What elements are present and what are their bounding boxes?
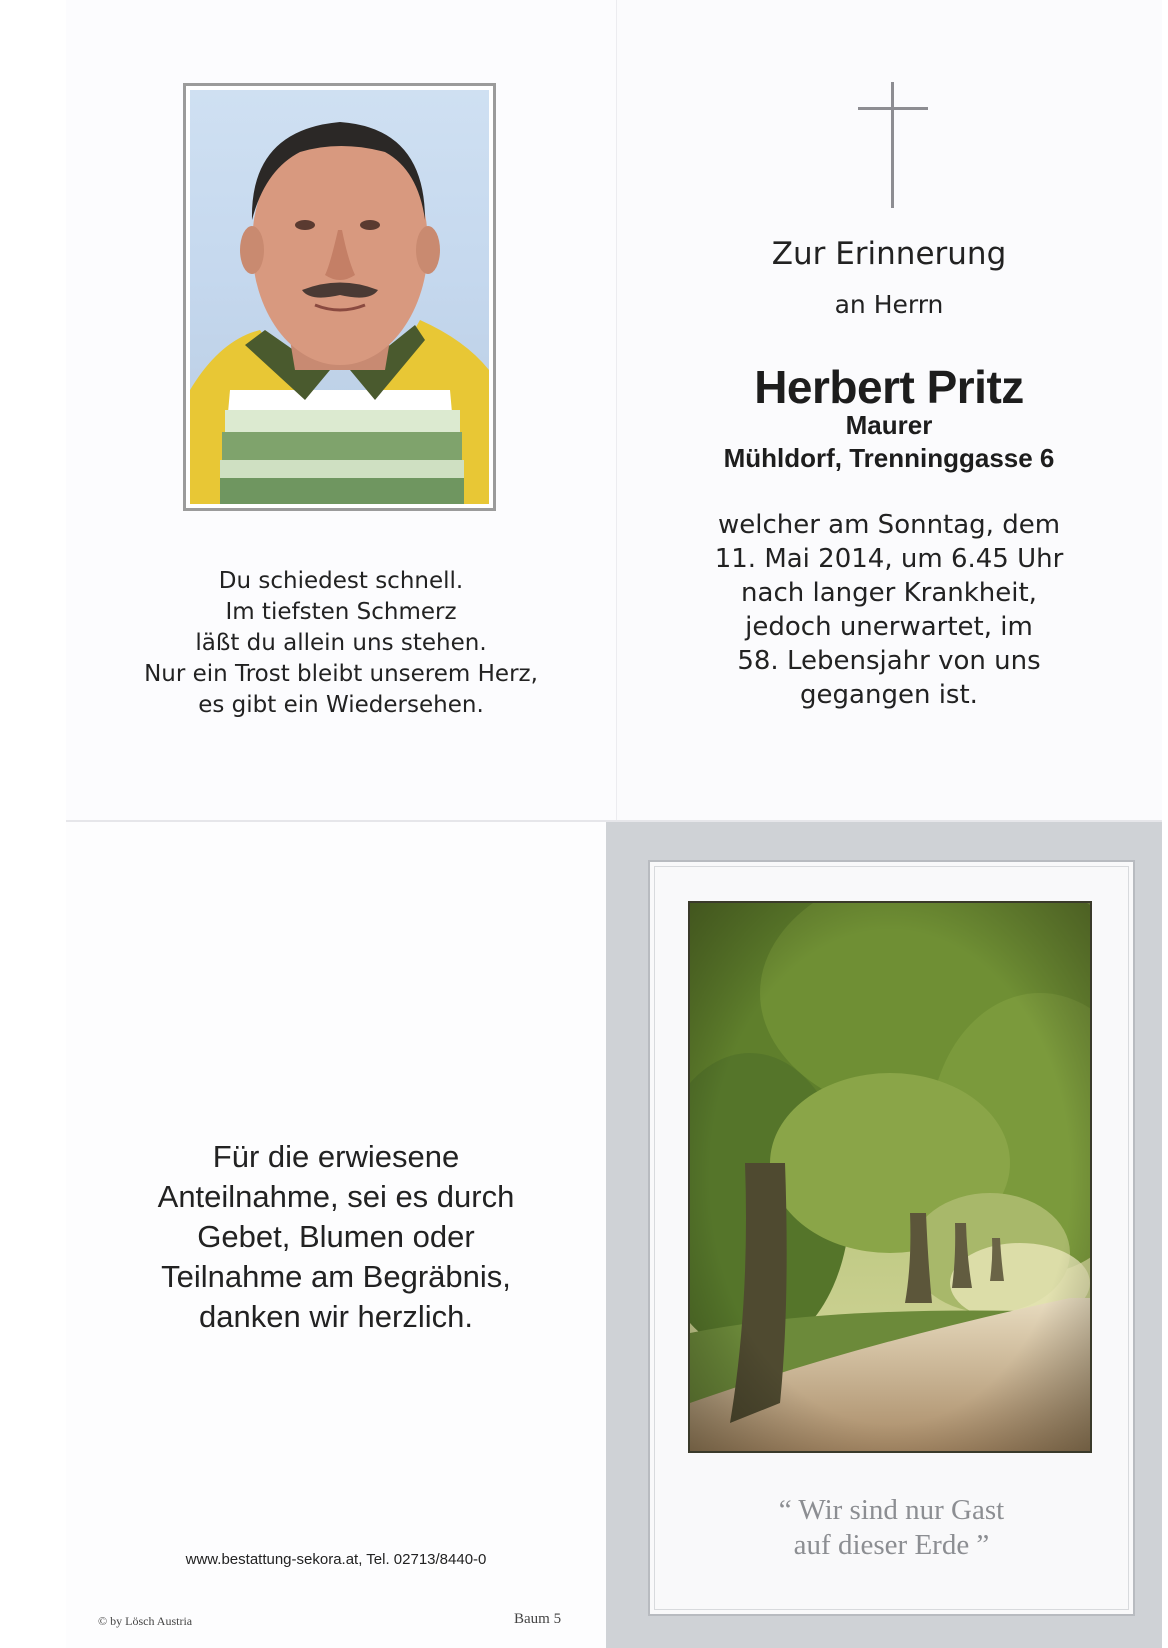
poem-line: es gibt ein Wiedersehen. (198, 692, 484, 718)
portrait-photo (190, 90, 489, 504)
death-notice-line: 11. Mai 2014, um 6.45 Uhr (714, 544, 1064, 574)
poem-line: läßt du allein uns stehen. (195, 630, 487, 656)
thanks-line: Teilnahme am Begräbnis, (161, 1259, 511, 1294)
poem-line: Im tiefsten Schmerz (225, 599, 457, 625)
thanks-line: Gebet, Blumen oder (197, 1219, 475, 1254)
horizontal-fold-line (66, 820, 1162, 822)
tree-avenue-illustration (690, 903, 1090, 1451)
death-notice-line: 58. Lebensjahr von uns (737, 646, 1041, 676)
cross-icon (858, 80, 928, 210)
quote-line: “ Wir sind nur Gast (778, 1494, 1005, 1526)
thanks-text (66, 1137, 606, 1337)
poem-line: Nur ein Trost bleibt unserem Herz, (144, 661, 538, 687)
quote (648, 1493, 1135, 1563)
quote-line: auf dieser Erde ” (793, 1529, 990, 1561)
thanks-line: Anteilnahme, sei es durch (157, 1179, 515, 1214)
thanks-line: Für die erwiesene (212, 1139, 460, 1174)
poem (66, 566, 616, 721)
tree-avenue-photo (690, 903, 1090, 1451)
portrait-illustration (190, 90, 489, 504)
design-name: Baum 5 (514, 1611, 562, 1627)
death-notice-line: welcher am Sonntag, dem (717, 510, 1061, 540)
memorial-title: Zur Erinnerung (771, 236, 1007, 272)
death-notice-line: nach langer Krankheit, (741, 578, 1037, 608)
portrait-frame (183, 83, 496, 511)
deceased-address: Mühldorf, Trenninggasse 6 (723, 443, 1055, 473)
deceased-profession: Maurer (845, 410, 933, 440)
death-notice-line: jedoch unerwartet, im (745, 612, 1033, 642)
deceased-name: Herbert Pritz (754, 361, 1024, 413)
funeral-home-contact: www.bestattung-sekora.at, Tel. 02713/8440-0 (185, 1551, 487, 1568)
memorial-subtitle: an Herrn (834, 290, 944, 319)
copyright-note: © by Lösch Austria (98, 1614, 193, 1628)
poem-line: Du schiedest schnell. (218, 568, 464, 594)
death-notice (616, 508, 1162, 712)
thanks-line: danken wir herzlich. (199, 1299, 473, 1334)
death-notice-line: gegangen ist. (800, 680, 978, 710)
